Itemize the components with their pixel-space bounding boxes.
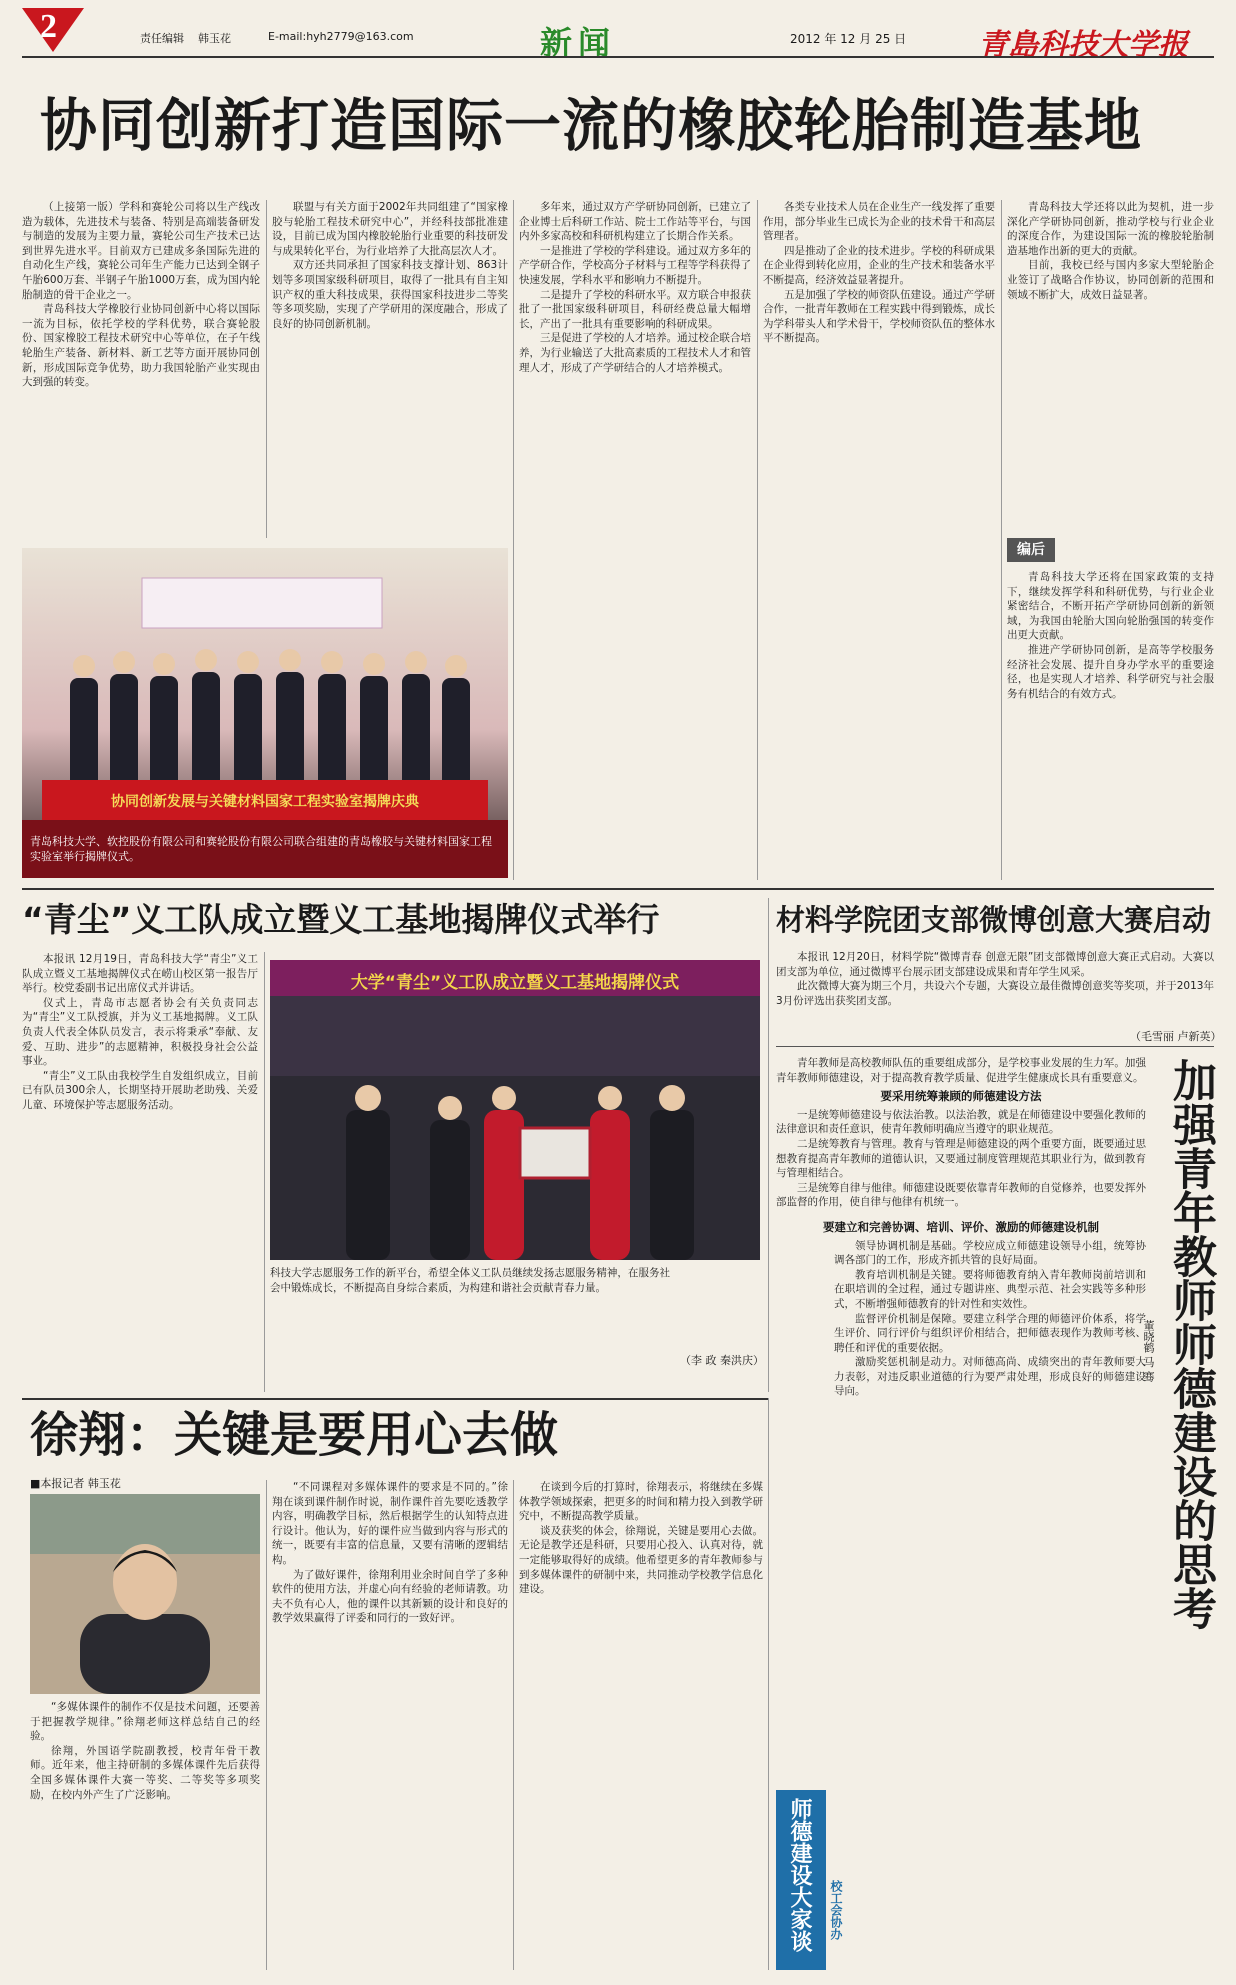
xu-portrait-image [30,1494,260,1694]
paragraph: 一是推进了学校的学科建设。通过双方多年的产学研合作，学校高分子材料与工程等学科获得了快速发展，学科水平和影响力不断提升。 [519,244,751,286]
section-title: 新闻 [540,24,617,62]
volunteer-photo [270,960,760,1260]
editor-email: E-mail:hyh2779@163.com [268,30,414,43]
xu-column-2 [272,1480,508,1970]
masthead-logo: 青島科技大学报 [978,28,1188,63]
xu-headline: 徐翔：关键是要用心去做 [30,1407,559,1463]
paragraph: 监督评价机制是保障。要建立科学合理的师德评价体系，将学生评价、同行评价与组织评价相结合，把师德表现作为教师考核、聘任和评优的重要依据。 [834,1312,1146,1354]
column-org: 校工会协办 [829,1880,843,1940]
paragraph: 各类专业技术人员在企业生产一线发挥了重要作用，部分毕业生已成长为企业的技术骨干和高层管理者。 [763,201,995,243]
volunteer-text-left [22,952,258,1392]
ceremony-caption: 青岛科技大学、软控股份有限公司和赛轮股份有限公司联合组建的青岛橡胶与关键材料国家工程实验室举行揭牌仪式。 [30,835,492,863]
column-label-box [776,1790,826,1970]
paragraph: 教育培训机制是关键。要将师德教育纳入青年教师岗前培训和在职培训的全过程，通过专题讲座、典型示范、社会实践等多种形式，不断增强师德教育的针对性和实效性。 [834,1268,1146,1310]
teacher-body [776,1056,1146,1970]
paragraph: 本报讯 12月19日，青岛科技大学“青尘”义工队成立暨义工基地揭牌仪式在崂山校区第一报告厅举行。校党委副书记出席仪式并讲话。 [22,953,258,995]
xu-byline: ■本报记者 韩玉花 [30,1477,121,1490]
paragraph: “多媒体课件的制作不仅是技术问题，还要善于把握教学规律。”徐翔老师这样总结自己的经验。 [30,1701,260,1743]
paragraph: 二是统筹教育与管理。教育与管理是师德建设的两个重要方面，既要通过思想教育提高青年教师的道德认识，又要通过制度管理规范其职业行为，做到教育与管理相结合。 [776,1137,1146,1180]
paragraph: 为了做好课件，徐翔利用业余时间自学了多种软件的使用方法，并虚心向有经验的老师请教。功夫不负有心人，他的课件以其新颖的设计和良好的教学效果赢得了评委和同行的一致好评。 [272,1568,508,1625]
volunteer-text-right: 科技大学志愿服务工作的新平台，希望全体义工队员继续发扬志愿服务精神，在服务社会中锻炼成长，不断提高自身综合素质，为构建和谐社会贡献青春力量。 [270,1267,670,1294]
lead-headline: 协同创新打造国际一流的橡胶轮胎制造基地 [40,93,1142,159]
teacher-subhead-1: 要采用统筹兼顾的师德建设方法 [880,1089,1042,1104]
paragraph: 青岛科技大学橡胶行业协同创新中心将以国际一流为目标，依托学校的学科优势，联合赛轮股份、国家橡胶工程技术研究中心等单位，在子午线轮胎生产装备、新材料、新工艺等方面开展协同创新，形成国际竞争优势，助力我国轮胎产业实现由大到强的转变。 [22,303,260,389]
paragraph: 青岛科技大学还将在国家政策的支持下，继续发挥学科和科研优势，与行业企业紧密结合，不断开拓产学研协同创新的新领域，为我国由轮胎大国向轮胎强国的转变作出更大贡献。 [1007,571,1214,642]
paragraph: 领导协调机制是基础。学校应成立师德建设领导小组，统筹协调各部门的工作，形成齐抓共管的良好局面。 [834,1239,1146,1267]
teacher-text-1 [776,1108,1146,1210]
lead-column-5 [1007,200,1214,530]
paragraph: 四是推动了企业的技术进步。学校的科研成果在企业得到转化应用，企业的生产技术和装备水平不断提高，经济效益显著提升。 [763,244,995,286]
xu-column-1 [30,1700,260,1970]
weibo-text [776,950,1214,1026]
editorial-tag: 编后 [1007,538,1055,562]
teacher-subhead-2: 要建立和完善协调、培训、评价、激励的师德建设机制 [823,1219,1099,1234]
paragraph: 五是加强了学校的师资队伍建设。通过产学研合作，一批青年教师在工程实践中得到锻炼，成长为学科带头人和学术骨干，学校师资队伍的整体水平不断提高。 [763,288,995,345]
paragraph: 一是统筹师德建设与依法治教。以法治教，就是在师德建设中要强化教师的法律意识和责任意识，使青年教师明确应当遵守的职业规范。 [776,1108,1146,1136]
paragraph: 多年来，通过双方产学研协同创新，已建立了企业博士后科研工作站、院士工作站等平台，与国内外多家高校和科研机构建立了长期合作关系。 [519,201,751,243]
paragraph: 在谈到今后的打算时，徐翔表示，将继续在多媒体教学领域探索，把更多的时间和精力投入到教学研究中，不断提高教学质量。 [519,1481,763,1523]
ceremony-photo-image [22,548,508,878]
header-rule [22,56,1214,58]
xu-column-3 [519,1480,763,1970]
xu-portrait [30,1494,260,1694]
teacher-headline: 加强青年教师师德建设的思考 [1165,1058,1216,1630]
page-header [0,0,1236,63]
volunteer-photo-banner: 大学“青尘”义工队成立暨义工基地揭牌仪式 [350,973,680,993]
paragraph: （上接第一版）学科和赛轮公司将以生产线改造为载体，先进技术与装备、特别是高端装备研发与制造的发展为主要力量，赛轮公司生产技术已达到世界先进水平。目前双方已建成多条国际先进的自动化生产线，赛轮公司年生产能力已达到全钢子午胎600万套、半钢子午胎1000万套，成为国内轮胎制造的骨干企业之一。 [22,201,260,301]
paragraph: 三是促进了学校的人才培养。通过校企联合培养，为行业输送了大批高素质的工程技术人才和管理人才，形成了产学研结合的人才培养模式。 [519,332,751,374]
volunteer-headline: “青尘”义工队成立暨义工基地揭牌仪式举行 [22,900,660,939]
teacher-text-2 [834,1239,1146,1400]
paragraph: 本报讯 12月20日，材料学院“微博青春 创意无限”团支部微博创意大赛正式启动。大赛以团支部为单位，通过微博平台展示团支部建设成果和青年学生风采。 [776,951,1214,978]
weibo-headline: 材料学院团支部微博创意大赛启动 [776,903,1212,937]
paragraph: “青尘”义工队由我校学生自发组织成立，目前已有队员300余人，长期坚持开展助老助残、关爱儿童、环境保护等志愿服务活动。 [22,1069,258,1111]
volunteer-photo-image [270,960,760,1260]
teacher-intro: 青年教师是高校教师队伍的重要组成部分，是学校事业发展的生力军。加强青年教师师德建设，对于提高教育教学质量、促进学生健康成长具有重要意义。 [776,1057,1146,1084]
paragraph: 目前，我校已经与国内多家大型轮胎企业签订了战略合作协议，协同创新的范围和领域不断扩大，成效日益显著。 [1007,259,1214,301]
paragraph: 三是统筹自律与他律。师德建设既要依靠青年教师的自觉修养，也要发挥外部监督的作用，使自律与他律有机统一。 [776,1181,1146,1209]
paragraph: 双方还共同承担了国家科技支撑计划、863计划等多项国家级科研项目，取得了一批具有自主知识产权的重大科技成果，获得国家科技进步二等奖等多项奖励，实现了产学研用的深度融合，形成了良好的协同创新机制。 [272,259,508,330]
paragraph: 联盟与有关方面于2002年共同组建了“国家橡胶与轮胎工程技术研究中心”，并经科技部批准建设，目前已成为国内橡胶轮胎行业重要的科技研发与成果转化平台，为行业培养了大批高层次人才。 [272,201,508,257]
column-label: 师德建设大家谈 [787,1798,812,1952]
issue-date: 2012 年 12 月 25 日 [790,32,907,46]
weibo-byline: （毛雪丽 卢新英） [1130,1030,1222,1043]
lead-column-3 [519,200,751,880]
lead-column-1 [22,200,260,538]
paragraph: 谈及获奖的体会，徐翔说，关键是要用心去做。无论是教学还是科研，只要用心投入、认真对待，就一定能够取得好的成绩。他希望更多的青年教师参与到多媒体课件的研制中来，共同推动学校教学信息化建设。 [519,1524,763,1596]
paragraph: 青岛科技大学还将以此为契机，进一步深化产学研协同创新，推动学校与行业企业的深度合作，为建设国际一流的橡胶轮胎制造基地作出新的更大的贡献。 [1007,201,1214,257]
volunteer-byline: （李 政 秦洪庆） [680,1354,764,1367]
ceremony-banner: 协同创新发展与关键材料国家工程实验室揭牌庆典 [111,794,419,810]
editor-name: 韩玉花 [198,32,231,45]
lead-column-2 [272,200,508,538]
paragraph: 推进产学研协同创新，是高等学校服务经济社会发展、提升自身办学水平的重要途径，也是实现人才培养、科学研究与社会服务有机结合的有效方式。 [1007,643,1214,700]
paragraph: 徐翔，外国语学院副教授，校青年骨干教师。近年来，他主持研制的多媒体课件先后获得全国多媒体课件大赛一等奖、二等奖等多项奖励，在校内外产生了广泛影响。 [30,1744,260,1801]
ceremony-photo [22,548,508,878]
editor-label: 责任编辑 [140,32,184,45]
paragraph: 二是提升了学校的科研水平。双方联合申报获批了一批国家级科研项目，科研经费总量大幅增长，产出了一批具有重要影响的科研成果。 [519,288,751,330]
page-number: 2 [40,8,57,45]
paragraph: “不同课程对多媒体课件的要求是不同的。”徐翔在谈到课件制作时说，制作课件首先要吃透教学内容，明确教学目标，然后根据学生的认知特点进行设计。他认为，好的课件应当做到内容与形式的统一，既要有丰富的信息量，又要有清晰的逻辑结构。 [272,1481,508,1566]
paragraph: 激励奖惩机制是动力。对师德高尚、成绩突出的青年教师要大力表彰，对违反职业道德的行为要严肃处理，形成良好的师德建设导向。 [834,1356,1146,1398]
paragraph: 此次微博大赛为期三个月，共设六个专题，大赛设立最佳微博创意奖等奖项，并于2013年3月份评选出获奖团支部。 [776,980,1214,1007]
editorial-text [1007,570,1214,880]
lead-column-4 [763,200,995,880]
paragraph: 仪式上，青岛市志愿者协会有关负责同志为“青尘”义工队授旗，并为义工基地揭牌。义工队负责人代表全体队员发言，表示将秉承“奉献、友爱、互助、进步”的志愿精神，积极投身社会公益事业。 [22,996,258,1068]
teacher-author: 董晓鹤 马 骞 [1142,1320,1155,1382]
